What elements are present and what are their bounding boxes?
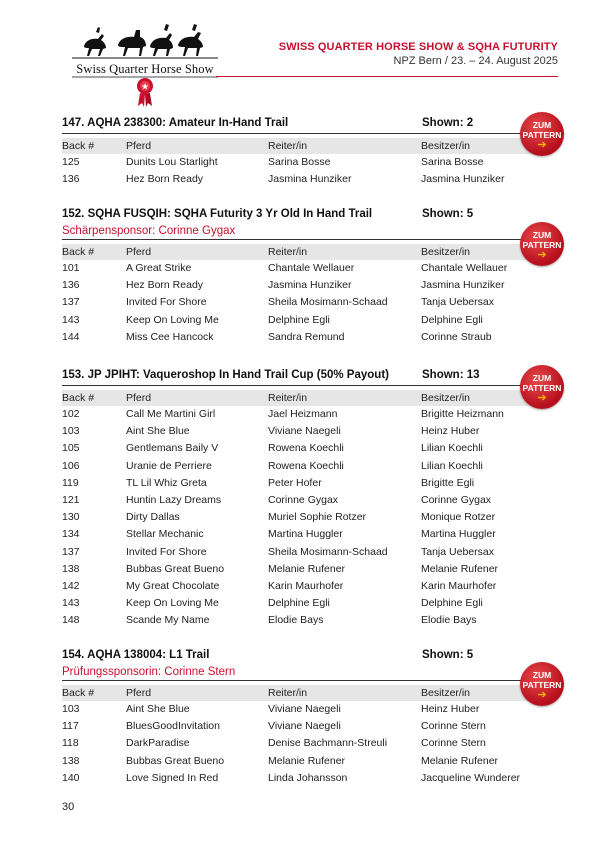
event-subtitle: NPZ Bern / 23. – 24. August 2025 bbox=[393, 55, 558, 67]
horse-name: A Great Strike bbox=[126, 262, 192, 274]
horse-name: Love Signed In Red bbox=[126, 771, 219, 784]
owner-name: Corinne Straub bbox=[421, 330, 492, 343]
back-number: 142 bbox=[62, 579, 80, 592]
table-row bbox=[62, 509, 540, 526]
logo-text: Swiss Quarter Horse Show bbox=[76, 62, 214, 76]
rider-name: Denise Bachmann-Streuli bbox=[268, 737, 388, 750]
page-number: 30 bbox=[62, 801, 75, 813]
badge-line1: ZUM bbox=[532, 230, 552, 240]
back-number: 101 bbox=[62, 262, 80, 274]
back-number: 136 bbox=[62, 173, 80, 186]
back-number: 143 bbox=[62, 313, 80, 326]
badge-line2: PATTERN bbox=[522, 680, 562, 690]
table-row bbox=[62, 526, 540, 543]
class-title: 152. SQHA FUSQIH: SQHA Futurity 3 Yr Old In Hand Trail bbox=[62, 208, 373, 220]
badge-line2: PATTERN bbox=[522, 240, 562, 250]
table-row bbox=[62, 312, 540, 329]
back-number: 137 bbox=[62, 296, 80, 309]
back-number: 118 bbox=[62, 737, 79, 750]
badge-line2: PATTERN bbox=[522, 130, 562, 140]
horse-name: Call Me Martini Girl bbox=[126, 408, 216, 420]
horses-logo-graphic bbox=[70, 12, 220, 110]
shown-count: Shown: 5 bbox=[422, 649, 474, 661]
table-row bbox=[62, 329, 540, 346]
section-divider bbox=[62, 133, 540, 134]
col-rider: Reiter/in bbox=[268, 140, 308, 152]
class-section-154 bbox=[62, 649, 540, 787]
horse-name: Gentlemans Baily V bbox=[126, 442, 219, 455]
owner-name: Brigitte Egli bbox=[421, 476, 475, 489]
header-divider bbox=[216, 76, 558, 77]
table-header bbox=[62, 244, 540, 260]
owner-name: Karin Maurhofer bbox=[421, 579, 497, 592]
arrow-right-icon: ➔ bbox=[537, 689, 547, 701]
section-divider bbox=[62, 680, 540, 681]
rider-name: Peter Hofer bbox=[268, 476, 322, 489]
table-row bbox=[62, 718, 540, 735]
back-number: 125 bbox=[62, 156, 80, 168]
section-divider bbox=[62, 385, 540, 386]
back-number: 117 bbox=[62, 720, 79, 733]
back-number: 105 bbox=[62, 442, 80, 455]
table-row bbox=[62, 171, 540, 188]
back-number: 102 bbox=[62, 408, 80, 420]
horse-name: My Great Chocolate bbox=[126, 579, 220, 592]
back-number: 143 bbox=[62, 597, 80, 610]
horse-name: Bubbas Great Bueno bbox=[126, 754, 225, 767]
horse-name: Keep On Loving Me bbox=[126, 597, 219, 610]
owner-name: Tanja Uebersax bbox=[421, 545, 494, 558]
logo bbox=[70, 12, 220, 110]
owner-name: Jasmina Hunziker bbox=[421, 173, 505, 186]
rider-name: Muriel Sophie Rotzer bbox=[268, 511, 367, 524]
horse-name: Aint She Blue bbox=[126, 425, 190, 438]
rider-name: Sheila Mosimann-Schaad bbox=[268, 296, 388, 309]
owner-name: Elodie Bays bbox=[421, 614, 477, 627]
horse-name: Dunits Lou Starlight bbox=[126, 156, 218, 168]
rider-name: Delphine Egli bbox=[268, 597, 330, 610]
rider-name: Melanie Rufener bbox=[268, 754, 346, 767]
owner-name: Brigitte Heizmann bbox=[421, 408, 504, 420]
back-number: 137 bbox=[62, 545, 80, 558]
badge-line1: ZUM bbox=[532, 120, 552, 130]
back-number: 140 bbox=[62, 771, 80, 784]
owner-name: Chantale Wellauer bbox=[421, 262, 508, 274]
col-owner: Besitzer/in bbox=[421, 687, 471, 699]
owner-name: Melanie Rufener bbox=[421, 754, 499, 767]
arrow-right-icon: ➔ bbox=[537, 392, 547, 404]
back-number: 119 bbox=[62, 476, 79, 489]
table-row bbox=[62, 154, 540, 171]
table-row bbox=[62, 561, 540, 578]
rider-name: Rowena Koechli bbox=[268, 459, 344, 472]
class-title: 153. JP JPIHT: Vaqueroshop In Hand Trail Cup (50% Payout) bbox=[62, 369, 389, 381]
owner-name: Delphine Egli bbox=[421, 597, 483, 610]
horse-name: DarkParadise bbox=[126, 737, 190, 750]
horse-name: Keep On Loving Me bbox=[126, 313, 219, 326]
back-number: 103 bbox=[62, 425, 80, 438]
back-number: 103 bbox=[62, 703, 80, 715]
back-number: 148 bbox=[62, 614, 80, 627]
back-number: 130 bbox=[62, 511, 80, 524]
rosette-icon bbox=[137, 78, 153, 107]
col-horse: Pferd bbox=[126, 392, 152, 404]
rider-name: Viviane Naegeli bbox=[268, 425, 341, 438]
back-number: 134 bbox=[62, 528, 80, 541]
table-row bbox=[62, 544, 540, 561]
col-owner: Besitzer/in bbox=[421, 140, 471, 152]
rider-name: Sandra Remund bbox=[268, 330, 345, 343]
owner-name: Heinz Huber bbox=[421, 703, 480, 715]
table-row bbox=[62, 753, 540, 770]
rider-name: Elodie Bays bbox=[268, 614, 324, 627]
zum-pattern-button[interactable] bbox=[520, 365, 564, 409]
rider-name: Melanie Rufener bbox=[268, 562, 346, 575]
rider-name: Chantale Wellauer bbox=[268, 262, 355, 274]
page-header bbox=[279, 41, 558, 67]
col-owner: Besitzer/in bbox=[421, 392, 471, 404]
rider-name: Viviane Naegeli bbox=[268, 703, 341, 715]
horse-name: Stellar Mechanic bbox=[126, 528, 204, 541]
col-back: Back # bbox=[62, 687, 95, 699]
horse-name: Hez Born Ready bbox=[126, 173, 204, 186]
table-header bbox=[62, 138, 540, 154]
rider-name: Delphine Egli bbox=[268, 313, 330, 326]
table-row bbox=[62, 475, 540, 492]
back-number: 106 bbox=[62, 459, 80, 472]
table-row bbox=[62, 277, 540, 294]
col-rider: Reiter/in bbox=[268, 687, 308, 699]
col-horse: Pferd bbox=[126, 246, 152, 258]
class-section-153 bbox=[62, 369, 540, 629]
arrow-right-icon: ➔ bbox=[537, 139, 547, 151]
rider-name: Martina Huggler bbox=[268, 528, 343, 541]
table-row bbox=[62, 458, 540, 475]
horse-name: BluesGoodInvitation bbox=[126, 720, 220, 733]
owner-name: Corinne Stern bbox=[421, 737, 486, 750]
table-header bbox=[62, 685, 540, 701]
owner-name: Melanie Rufener bbox=[421, 562, 499, 575]
table-row bbox=[62, 440, 540, 457]
owner-name: Jasmina Hunziker bbox=[421, 279, 505, 292]
table-row bbox=[62, 492, 540, 509]
rider-name: Karin Maurhofer bbox=[268, 579, 344, 592]
zum-pattern-button[interactable] bbox=[520, 662, 564, 706]
back-number: 138 bbox=[62, 754, 80, 767]
badge-line1: ZUM bbox=[532, 373, 552, 383]
table-row bbox=[62, 735, 540, 752]
shown-count: Shown: 13 bbox=[422, 369, 480, 381]
owner-name: Monique Rotzer bbox=[421, 511, 496, 524]
col-horse: Pferd bbox=[126, 687, 152, 699]
class-section-147 bbox=[62, 117, 540, 188]
class-section-152 bbox=[62, 208, 540, 346]
horse-name: Invited For Shore bbox=[126, 545, 207, 558]
back-number: 136 bbox=[62, 279, 80, 292]
table-row bbox=[62, 406, 540, 423]
zum-pattern-button[interactable] bbox=[520, 112, 564, 156]
table-header bbox=[62, 390, 540, 406]
rider-name: Jael Heizmann bbox=[268, 408, 338, 420]
owner-name: Sarina Bosse bbox=[421, 156, 484, 168]
shown-count: Shown: 2 bbox=[422, 117, 474, 129]
horse-name: Huntin Lazy Dreams bbox=[126, 493, 222, 506]
rider-name: Linda Johansson bbox=[268, 771, 348, 784]
col-back: Back # bbox=[62, 140, 95, 152]
col-owner: Besitzer/in bbox=[421, 246, 471, 258]
horse-name: Dirty Dallas bbox=[126, 511, 180, 524]
rider-name: Sheila Mosimann-Schaad bbox=[268, 545, 388, 558]
col-back: Back # bbox=[62, 246, 95, 258]
col-horse: Pferd bbox=[126, 140, 152, 152]
rider-name: Jasmina Hunziker bbox=[268, 279, 352, 292]
table-row bbox=[62, 260, 540, 277]
table-row bbox=[62, 770, 540, 787]
table-row bbox=[62, 701, 540, 718]
horse-name: Invited For Shore bbox=[126, 296, 207, 309]
back-number: 138 bbox=[62, 562, 80, 575]
owner-name: Tanja Uebersax bbox=[421, 296, 494, 309]
col-rider: Reiter/in bbox=[268, 246, 308, 258]
owner-name: Corinne Stern bbox=[421, 720, 486, 733]
sponsor-text: Prüfungssponsorin: Corinne Stern bbox=[62, 666, 236, 678]
rider-name: Corinne Gygax bbox=[268, 493, 339, 506]
event-title: SWISS QUARTER HORSE SHOW & SQHA FUTURITY bbox=[278, 41, 558, 53]
section-divider bbox=[62, 239, 540, 240]
owner-name: Heinz Huber bbox=[421, 425, 480, 438]
horse-name: Miss Cee Hancock bbox=[126, 330, 214, 343]
col-rider: Reiter/in bbox=[268, 392, 308, 404]
badge-line1: ZUM bbox=[532, 670, 552, 680]
table-row bbox=[62, 294, 540, 311]
owner-name: Martina Huggler bbox=[421, 528, 496, 541]
horse-name: Aint She Blue bbox=[126, 703, 190, 715]
table-row bbox=[62, 595, 540, 612]
col-back: Back # bbox=[62, 392, 95, 404]
owner-name: Lilian Koechli bbox=[421, 442, 483, 455]
class-title: 147. AQHA 238300: Amateur In-Hand Trail bbox=[62, 117, 289, 129]
horse-name: Bubbas Great Bueno bbox=[126, 562, 225, 575]
badge-line2: PATTERN bbox=[522, 383, 562, 393]
horse-name: Scande My Name bbox=[126, 614, 210, 627]
rider-name: Sarina Bosse bbox=[268, 156, 331, 168]
owner-name: Corinne Gygax bbox=[421, 493, 492, 506]
owner-name: Lilian Koechli bbox=[421, 459, 483, 472]
table-row bbox=[62, 423, 540, 440]
owner-name: Jacqueline Wunderer bbox=[421, 771, 521, 784]
rider-name: Viviane Naegeli bbox=[268, 720, 341, 733]
zum-pattern-button[interactable] bbox=[520, 222, 564, 266]
class-title: 154. AQHA 138004: L1 Trail bbox=[62, 649, 210, 661]
table-row bbox=[62, 578, 540, 595]
rider-name: Rowena Koechli bbox=[268, 442, 344, 455]
shown-count: Shown: 5 bbox=[422, 208, 474, 220]
back-number: 121 bbox=[62, 493, 80, 506]
table-row bbox=[62, 612, 540, 629]
svg-text:★: ★ bbox=[140, 82, 150, 93]
horse-name: Hez Born Ready bbox=[126, 279, 204, 292]
arrow-right-icon: ➔ bbox=[537, 249, 547, 261]
horse-name: TL Lil Whiz Greta bbox=[126, 476, 207, 489]
rider-name: Jasmina Hunziker bbox=[268, 173, 352, 186]
owner-name: Delphine Egli bbox=[421, 313, 483, 326]
back-number: 144 bbox=[62, 330, 80, 343]
sponsor-text: Schärpensponsor: Corinne Gygax bbox=[62, 225, 236, 237]
horse-name: Uranie de Perriere bbox=[126, 459, 212, 472]
